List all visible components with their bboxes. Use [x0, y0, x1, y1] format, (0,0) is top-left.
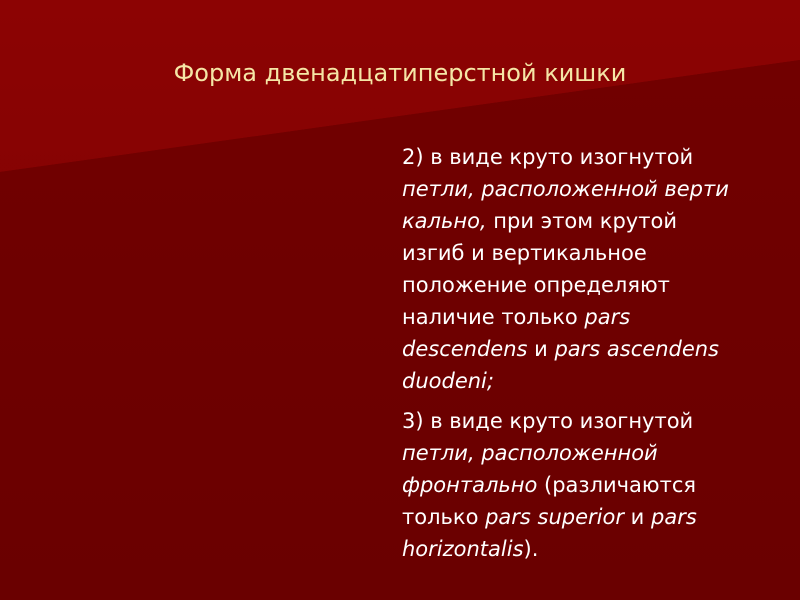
text-line [402, 365, 792, 397]
text-segment: при этом крутой [486, 209, 677, 233]
italic-text-segment: pars ascendens [554, 337, 720, 361]
italic-text-segment: pars [584, 305, 631, 329]
italic-text-segment: pars [651, 505, 697, 529]
text-segment: и [624, 505, 651, 529]
slide-title: Форма двенадцатиперстной кишки [173, 59, 627, 87]
italic-text-segment: петли, расположенной верти [402, 177, 729, 201]
text-line [402, 405, 792, 437]
text-segment: 2) в виде круто изогнутой [402, 145, 694, 169]
text-line [402, 173, 792, 205]
text-segment: только [402, 505, 486, 529]
text-line [402, 437, 792, 469]
body-paragraph-2 [402, 405, 792, 565]
italic-text-segment: duodeni; [402, 369, 494, 393]
text-segment: и [527, 337, 555, 361]
text-line [402, 269, 792, 301]
text-line [402, 141, 792, 173]
text-segment: наличие только [402, 305, 585, 329]
text-line [402, 533, 792, 565]
text-line [402, 205, 792, 237]
italic-text-segment: horizontalis [402, 537, 524, 561]
text-segment: (различаются [537, 473, 697, 497]
text-segment: положение определяют [402, 273, 670, 297]
text-segment: изгиб и вертикальное [402, 241, 647, 265]
slide-body [402, 141, 792, 565]
text-line [402, 237, 792, 269]
body-paragraph-1 [402, 141, 792, 397]
italic-text-segment: фронтально [402, 473, 538, 497]
italic-text-segment: петли, расположенной [402, 441, 658, 465]
italic-text-segment: pars superior [485, 505, 624, 529]
italic-text-segment: кально, [402, 209, 487, 233]
italic-text-segment: descendens [402, 337, 528, 361]
text-line [402, 469, 792, 501]
text-segment: 3) в виде круто изогнутой [402, 409, 694, 433]
text-line [402, 333, 792, 365]
text-line [402, 501, 792, 533]
text-line [402, 301, 792, 333]
text-segment: ). [523, 537, 539, 561]
